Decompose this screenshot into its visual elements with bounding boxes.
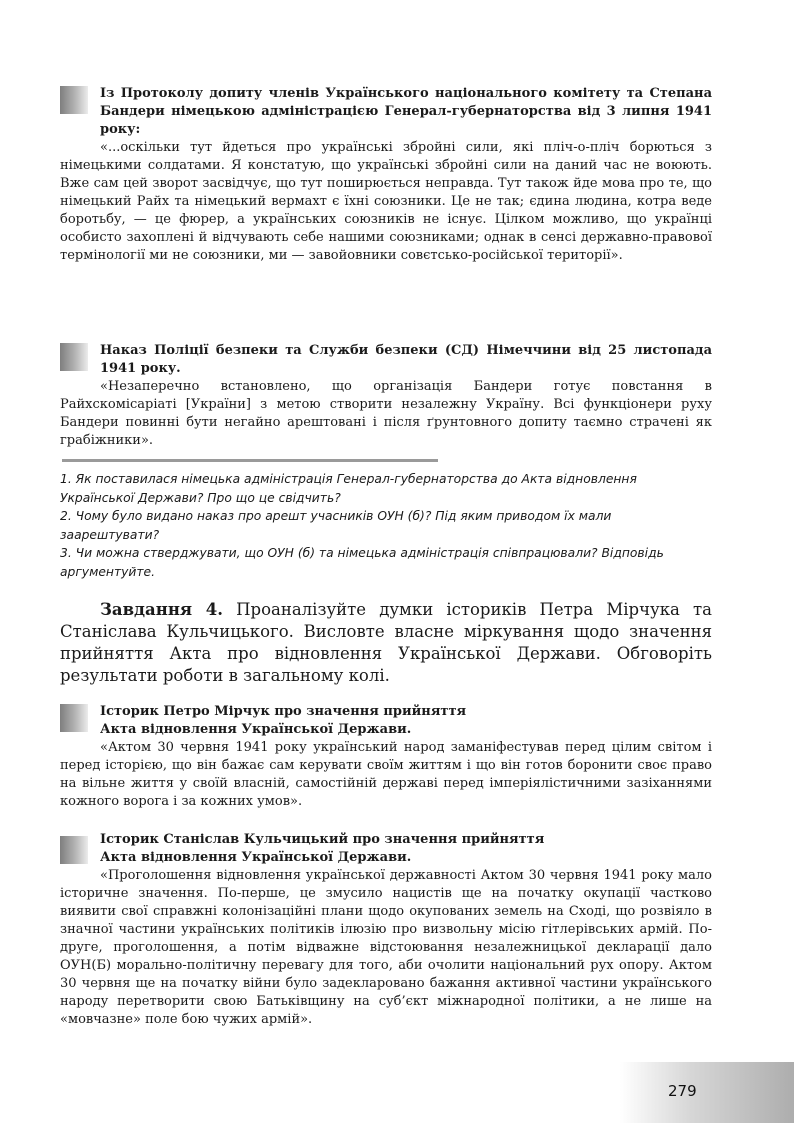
historian-title-line1: Історик Станіслав Кульчицький про значення прийняття — [100, 832, 545, 847]
source-quote: «...оскільки тут йдеться про українські збройні сили, які пліч-о-пліч борються з німецькими солдатами. Я констатую, що українські збройні сили на даний час не воюють. Вже сам цей зворот засвідчує, що тут поширюється неправда. Тут також йде мова про те, що німецький Райх та німецький вермахт є їхні союзники. Це не так; єдина людина, котра веде боротьбу, — це фюрер, а українських союзників не існує. Цілком можливо, що українці особисто захоплені й відчувають себе нашими союзниками; однак в сенсі державно-правової термінології ми не союзники, ми — завойовники совєтсько-російської території». — [60, 140, 712, 263]
source-quote: «Незаперечно встановлено, що організація Бандери готує повстання в Райхскомісаріаті [України] з метою створити незалежну Україну. Всі функціонери руху Бандери повинні бути негайно арештовані і після ґрунтовного допиту таємно страчені як грабіжники». — [60, 379, 712, 448]
section-marker-icon — [60, 836, 88, 864]
question-item: 1. Як поставилася німецька адміністрація Генерал-губернаторства до Акта відновлення Української Держави? Про що це свідчить? — [60, 472, 637, 505]
task-label: Завдання 4. — [100, 600, 223, 619]
historian-block-mirchuk — [60, 703, 712, 811]
source-title: Із Протоколу допиту членів Українського національного комітету та Степана Бандери німецькою адміністрацією Генерал-губернаторства від 3 липня 1941 року: — [100, 86, 712, 137]
question-item: 2. Чому було видано наказ про арешт учасників ОУН (б)? Під яким приводом їх мали заарештувати? — [60, 509, 612, 542]
task-paragraph — [60, 599, 712, 687]
divider — [62, 459, 438, 462]
section-marker-icon — [60, 704, 88, 732]
historian-title — [100, 831, 712, 867]
source-title: Наказ Поліції безпеки та Служби безпеки (СД) Німеччини від 25 листопада 1941 року. — [100, 343, 712, 376]
historian-title — [100, 703, 712, 739]
section-marker-icon — [60, 86, 88, 114]
historian-title-line2: Акта відновлення Української Держави. — [100, 722, 412, 737]
question-list — [60, 470, 712, 582]
historian-quote: «Проголошення відновлення української державності Актом 30 червня 1941 року мало історичне значення. По-перше, це змусило нацистів ще на початку окупації частково виявити свої справжні колонізаційні плани щодо окупованих земель на Сході, що розвіяло в значної частини українських політиків ілюзію про визвольну місію гітлерівських армій. По-друге, проголошення, а потім відважне відстоювання незалежницької декларації дало ОУН(Б) морально-політичну перевагу для того, аби очолити національний рух опору. Актом 30 червня ще на початку війни було задекларовано бажання активної частини українського народу перетворити свою Батьківщину на суб’єкт міжнародної політики, а не лише на «мовчазне» поле бою чужих армій». — [60, 868, 712, 1027]
historian-block-kulchytskyi — [60, 831, 712, 1029]
historian-title-line2: Акта відновлення Української Держави. — [100, 850, 412, 865]
question-item: 3. Чи можна стверджувати, що ОУН (б) та німецька адміністрація співпрацювали? Відповідь аргументуйте. — [60, 546, 664, 579]
page-number: 279 — [668, 1082, 697, 1100]
source-block-interrogation — [60, 85, 712, 265]
section-marker-icon — [60, 343, 88, 371]
task-text: Проаналізуйте думки істориків Петра Мірчука та Станіслава Кульчицького. Висловте власне міркування щодо значення прийняття Акта про відновлення Української Держави. Обговоріть результати роботи в загальному колі. — [60, 600, 712, 685]
historian-quote: «Актом 30 червня 1941 року український народ заманіфестував перед цілим світом і перед історією, що він бажає сам керувати своїм життям і що він готов боронити своє право на вільне життя у своїй власній, самостійній державі перед імперіялістичними зазіханнями кожного ворога і за кожних умов». — [60, 740, 712, 809]
historian-title-line1: Історик Петро Мірчук про значення прийняття — [100, 704, 467, 719]
source-block-order — [60, 342, 712, 450]
